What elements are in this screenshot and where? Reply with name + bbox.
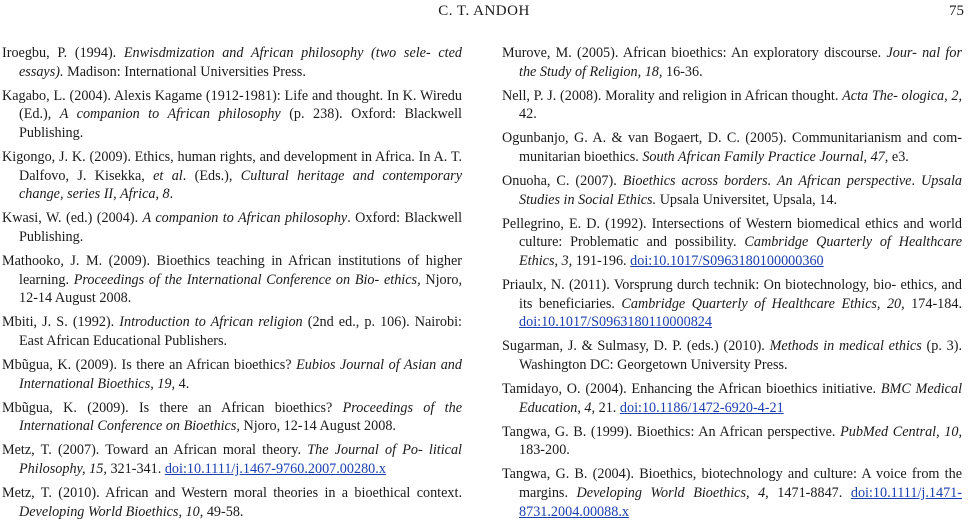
reference-entry — [502, 337, 962, 374]
reference-text: Ogunbanjo, G. A. & van Bogaert, D. C. (2005). Communitarianism and com- munitarian bioethics. — [502, 130, 962, 165]
reference-text: Kigongo, J. K. (2009). Ethics, human rights, and development in Africa. In A. T. Dalfovo, J. Kisekka, — [2, 148, 462, 184]
reference-source-title: PubMed Central, 10, — [840, 423, 962, 440]
reference-entry — [502, 423, 962, 460]
references-right-column — [502, 44, 962, 527]
reference-text: Iroegbu, P. (1994). — [2, 45, 124, 61]
reference-entry — [2, 356, 462, 393]
reference-text: Mbũgua, K. (2009). Is there an African bioethics? — [2, 356, 297, 373]
reference-text: . — [169, 186, 174, 203]
reference-entry — [2, 44, 462, 81]
reference-text: (2nd ed., p. 106). Nairobi: East African Educational Publishers. — [19, 314, 462, 349]
reference-text: 16-36. — [662, 63, 703, 80]
reference-source-title: Methods in medical ethics — [769, 338, 922, 355]
reference-text: Metz, T. (2007). Toward an African moral theory. — [2, 442, 308, 459]
reference-text: . — [911, 173, 921, 190]
reference-text: (p. 238). Oxford: Blackwell Publishing. — [19, 106, 462, 141]
reference-text: 49-58. — [203, 503, 244, 520]
reference-text: Kwasi, W. (ed.) (2004). — [2, 210, 143, 227]
reference-entry — [2, 484, 462, 521]
reference-source-title: Introduction to African religion — [119, 314, 303, 331]
reference-entry — [2, 87, 462, 143]
running-header-author: C. T. ANDOH — [438, 3, 530, 19]
reference-text: 321-341. — [106, 460, 165, 477]
reference-source-title: Proceedings of the International Conference on Bio- ethics, — [73, 271, 421, 288]
reference-source-title: South African Family Practice Journal, 47, — [642, 148, 889, 165]
reference-source-title: The Journal of Po- litical Philosophy, 15, — [19, 442, 462, 477]
reference-text: Nell, P. J. (2008). Morality and religion in African thought. — [502, 87, 843, 104]
reference-entry — [2, 148, 462, 204]
reference-text: Mathooko, J. M. (2009). Bioethics teaching in African institutions of higher learning. — [2, 252, 462, 288]
reference-source-title: Developing World Bioethics, 10, — [19, 503, 204, 520]
doi-link[interactable]: doi:10.1017/S0963180100000360 — [630, 252, 824, 269]
reference-text: Murove, M. (2005). African bioethics: An exploratory discourse. — [502, 45, 887, 61]
reference-text: 191-196. — [572, 252, 631, 269]
page-number: 75 — [949, 3, 964, 19]
doi-link[interactable]: doi:10.1186/1472-6920-4-21 — [619, 399, 784, 416]
reference-text: Tamidayo, O. (2004). Enhancing the African bioethics initiative. — [502, 381, 881, 397]
reference-text: Tangwa, G. B. (1999). Bioethics: An African perspective. — [502, 423, 841, 440]
reference-source-title: Bioethics across borders. An African perspective — [622, 173, 912, 190]
reference-text: Pellegrino, E. D. (1992). Intersections of Western biomedical ethics and world culture: Problematic and possibility. — [502, 215, 962, 251]
doi-link[interactable]: doi:10.1017/S0963180110000824 — [519, 314, 712, 331]
reference-text: Priaulx, N. (2011). Vorsprung durch technik: On biotechnology, bio- ethics, and its beneficiaries. — [502, 277, 962, 312]
reference-text: Kagabo, L. (2004). Alexis Kagame (1912-1981): Life and thought. In K. Wiredu (Ed.), — [2, 87, 462, 123]
reference-text: Onuoha, C. (2007). — [502, 173, 623, 190]
reference-source-title: Cambridge Quarterly of Healthcare Ethics, 3, — [519, 234, 962, 269]
reference-source-title: Upsala Studies in Social Ethics. — [519, 173, 962, 208]
reference-text: . Oxford: Blackwell Publishing. — [19, 210, 463, 245]
reference-text: Mbũgua, K. (2009). Is there an African bioethics? — [2, 399, 343, 416]
reference-source-title: A companion to African philosophy — [59, 106, 281, 123]
references-left-column — [2, 44, 462, 527]
reference-source-title: A companion to African philosophy — [142, 210, 348, 227]
reference-source-title: Acta The- ologica, 2, — [842, 87, 963, 104]
reference-entry — [502, 44, 962, 81]
reference-text: (p. 3). Washington DC: Georgetown University Press. — [519, 338, 962, 373]
reference-entry — [502, 215, 962, 271]
reference-text: 183-200. — [519, 442, 570, 459]
doi-link[interactable]: doi:10.1111/j.1471-8731.2004.00088.x — [519, 484, 962, 520]
reference-entry — [2, 209, 462, 246]
reference-entry — [502, 276, 962, 332]
reference-source-title: BMC Medical Education, 4, — [519, 381, 963, 416]
reference-source-title: et al — [153, 167, 183, 184]
reference-source-title: Eubios Journal of Asian and International Bioethics, 19, — [19, 356, 462, 392]
reference-text: 174-184. — [904, 295, 963, 312]
reference-entry — [2, 399, 462, 436]
reference-text: Tangwa, G. B. (2004). Bioethics, biotechnology and culture: A voice from the margins. — [502, 466, 962, 501]
reference-source-title: Cambridge Quarterly of Healthcare Ethics, 20, — [621, 295, 905, 312]
reference-text: 1471-8847. — [768, 484, 851, 501]
reference-entry — [502, 465, 962, 521]
reference-entry — [502, 172, 962, 209]
reference-text: Madison: International Universities Press. — [63, 63, 306, 80]
reference-source-title: Proceedings of the International Conference on Bioethics, — [19, 399, 462, 435]
reference-text: 4. — [175, 375, 190, 392]
reference-text: Njoro, 12-14 August 2008. — [239, 418, 396, 435]
reference-entry — [502, 129, 962, 166]
running-header — [0, 0, 968, 22]
doi-link[interactable]: doi:10.1111/j.1467-9760.2007.00280.x — [164, 460, 386, 477]
reference-source-title: Enwisdmization and African philosophy (two sele- cted essays). — [19, 45, 462, 80]
reference-text: Sugarman, J. & Sulmasy, D. P. (eds.) (2010). — [502, 338, 770, 355]
reference-source-title: Developing World Bioethics, 4, — [576, 484, 769, 501]
reference-entry — [2, 441, 462, 478]
reference-text: Njoro, 12-14 August 2008. — [19, 271, 462, 307]
reference-text: 21. — [595, 399, 620, 416]
reference-source-title: Jour- nal for the Study of Religion, 18, — [519, 45, 962, 80]
reference-source-title: Cultural heritage and contemporary change, series II, Africa, 8 — [19, 167, 462, 203]
reference-entry — [502, 380, 962, 417]
reference-entry — [2, 252, 462, 308]
reference-text: Mbiti, J. S. (1992). — [2, 314, 120, 331]
reference-text: 42. — [519, 106, 537, 123]
reference-text: . (Eds.), — [182, 167, 241, 184]
reference-entry — [2, 313, 462, 350]
reference-text: e3. — [888, 148, 909, 165]
reference-text: Metz, T. (2010). African and Western moral theories in a bioethical context. — [2, 484, 462, 501]
reference-text: Upsala Universitet, Upsala, 14. — [656, 191, 837, 208]
reference-entry — [502, 87, 962, 124]
